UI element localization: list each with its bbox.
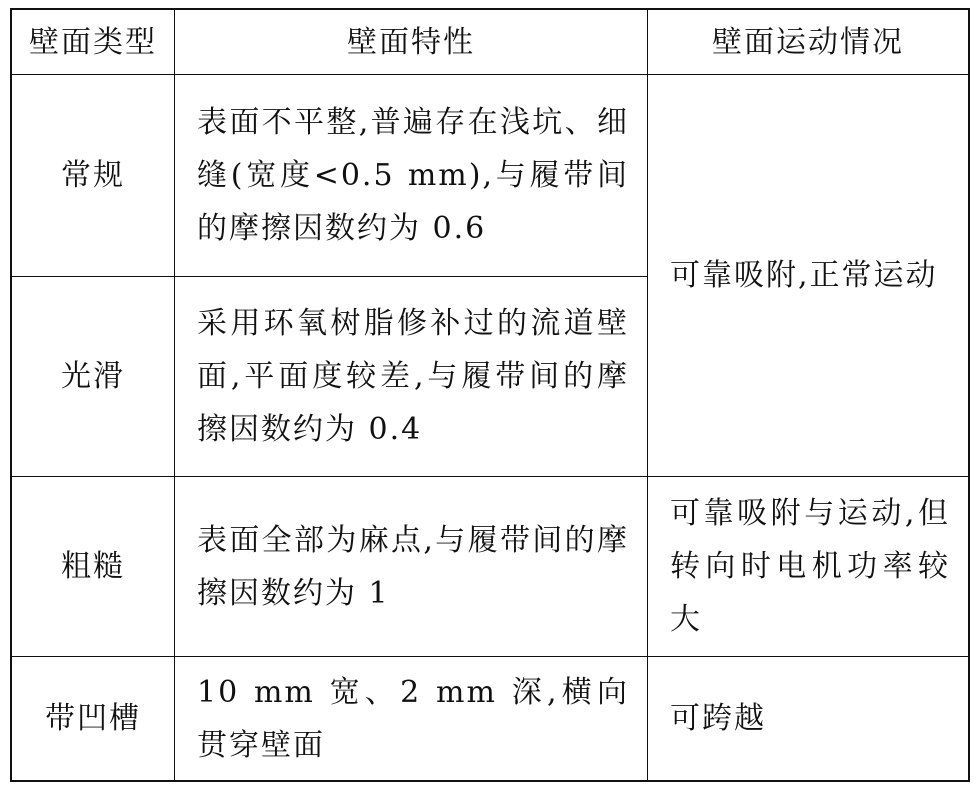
header-wall-motion xyxy=(648,10,968,74)
header-wall-type xyxy=(12,10,174,74)
row-motion-text: 可靠吸附,正常运动 xyxy=(670,258,938,293)
row-property-text: 10 mm 宽、2 mm 深,横向贯穿壁面 xyxy=(197,674,629,763)
row-type-smooth xyxy=(12,277,174,476)
row-type-text: 光滑 xyxy=(61,359,125,394)
row-motion-grooved xyxy=(648,657,968,780)
row-type-grooved xyxy=(12,657,174,780)
row-type-text: 常规 xyxy=(61,158,125,193)
header-wall-type-text: 壁面类型 xyxy=(29,24,157,60)
row-type-text: 带凹槽 xyxy=(45,701,141,736)
header-wall-property-text: 壁面特性 xyxy=(347,24,475,60)
row-type-text: 粗糙 xyxy=(61,549,125,584)
row-property-grooved xyxy=(175,657,647,780)
row-property-text: 采用环氧树脂修补过的流道壁面,平面度较差,与履带间的摩擦因数约为 0.4 xyxy=(197,306,629,447)
row-motion-text: 可靠吸附与运动,但转向时电机功率较大 xyxy=(670,496,950,637)
row-motion-text: 可跨越 xyxy=(670,701,766,736)
row-property-rough xyxy=(175,477,647,656)
row-property-smooth xyxy=(175,277,647,476)
row-motion-merged xyxy=(648,75,968,476)
row-motion-rough xyxy=(648,477,968,656)
header-wall-motion-text: 壁面运动情况 xyxy=(712,24,904,60)
header-wall-property xyxy=(175,10,647,74)
row-property-text: 表面不平整,普遍存在浅坑、细缝(宽度<0.5 mm),与履带间的摩擦因数约为 0.6 xyxy=(197,105,629,246)
row-type-rough xyxy=(12,477,174,656)
wall-type-table xyxy=(10,8,970,782)
row-property-regular xyxy=(175,75,647,276)
row-property-text: 表面全部为麻点,与履带间的摩擦因数约为 1 xyxy=(197,522,629,611)
row-type-regular xyxy=(12,75,174,276)
